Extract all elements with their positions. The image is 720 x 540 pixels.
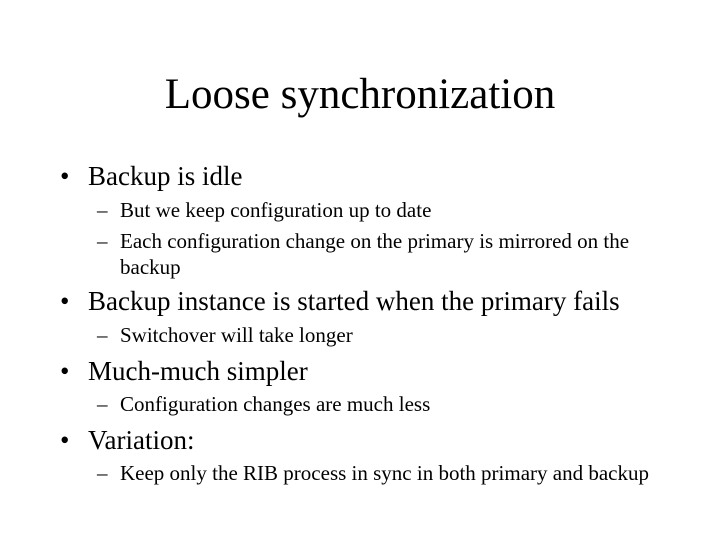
bullet-text: Backup is idle <box>88 161 243 191</box>
sub-bullet-text: Each configuration change on the primary is mirrored on the backup <box>120 229 630 279</box>
sub-bullet-marker: – <box>97 198 108 222</box>
bullet-marker: • <box>60 161 70 191</box>
slide-title: Loose synchronization <box>164 71 556 118</box>
bullet-marker: • <box>60 286 70 316</box>
bullet-marker: • <box>60 356 70 386</box>
bullet-text: Much-much simpler <box>88 356 308 386</box>
sub-bullet-text: Switchover will take longer <box>120 323 353 347</box>
sub-bullet-marker: – <box>97 392 108 416</box>
sub-bullet-text: Configuration changes are much less <box>120 392 431 416</box>
sub-bullet-text: But we keep configuration up to date <box>120 198 432 222</box>
sub-bullet-marker: – <box>97 229 108 253</box>
sub-bullet-marker: – <box>97 323 108 347</box>
bullet-marker: • <box>60 425 70 455</box>
sub-bullet-marker: – <box>97 461 108 485</box>
sub-bullet-text: Keep only the RIB process in sync in both primary and backup <box>120 461 649 485</box>
bullet-text: Variation: <box>88 425 195 455</box>
bullet-text: Backup instance is started when the primary fails <box>88 286 620 316</box>
